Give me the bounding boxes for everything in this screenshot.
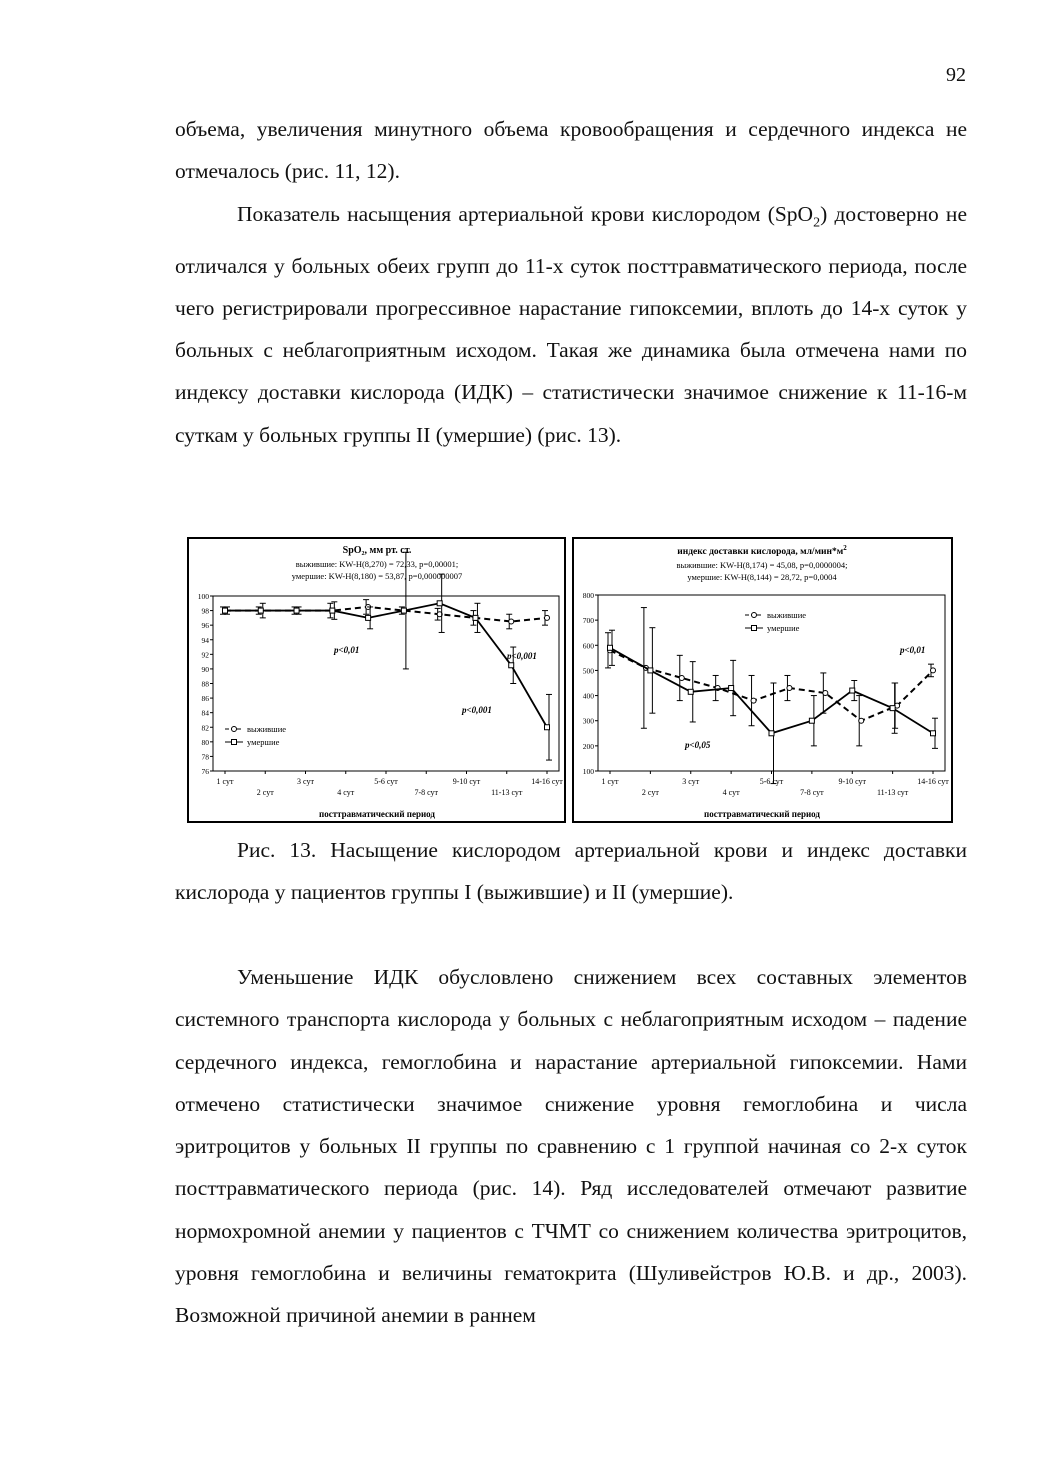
chart1-title: SpO₂, мм рт. ст. (342, 545, 412, 556)
point-died (223, 608, 228, 613)
chart1-xlabel: посттравматический период (319, 809, 435, 819)
chart2-annotation-2: p<0,01 (900, 645, 926, 655)
y-tick-label: 100 (197, 592, 209, 601)
y-tick-label: 90 (201, 664, 209, 674)
x-tick-label: 1 сут (216, 777, 234, 786)
paragraph-1 (175, 108, 967, 193)
x-tick-label: 7-8 сут (414, 788, 439, 797)
spo2-chart (187, 537, 566, 823)
y-tick-label: 800 (582, 591, 594, 600)
point-died (688, 689, 693, 694)
x-tick-label: 5-6 сут (374, 777, 398, 786)
point-survived (679, 675, 684, 680)
point-survived (787, 686, 792, 691)
chart2-legend-died: умершие (767, 623, 800, 633)
y-tick-label: 84 (201, 708, 209, 718)
point-died (473, 615, 478, 620)
paragraph-1-text: объема, увеличения минутного объема кровообращения и сердечного индекса не отмечалось (рис. 11, 12). (175, 117, 967, 184)
figure-caption-text: Рис. 13. Насыщение кислородом артериальной крови и индекс доставки кислорода у пациентов группы I (выжившие) и II (умершие). (175, 838, 967, 905)
x-tick-label: 4 сут (722, 788, 740, 797)
point-died (545, 725, 550, 730)
point-died (890, 706, 895, 711)
chart1-stats-2: умершие: KW-H(8,180) = 53,87, p=0,000000007 (291, 571, 463, 581)
paragraph-3-text: Уменьшение ИДК обусловлено снижением всех составных элементов системного транспорта кислорода у больных с неблагоприятным исходом – падение сердечного индекса, гемоглобина и нарастание артериальной гипоксемии. Нами отмечено статистически значимое снижение уровня гемоглобина и числа эритроцитов у больных II группы по сравнению с 1 группой начиная со 2-х суток посттравматического периода (рис. 14). Ряд исследователей отмечают развитие нормохромной анемии у пациентов с ТЧМТ со снижением количества эритроцитов, уровня гемоглобина и величины гематокрита (Шуливейстров Ю.В. и др., 2003). Возможной причиной анемии в раннем (175, 965, 967, 1328)
y-tick-label: 76 (201, 767, 209, 776)
y-tick-label: 600 (582, 641, 594, 651)
x-tick-label: 9-10 сут (838, 777, 867, 786)
page-number: 92 (946, 64, 966, 86)
chart1-annotation-2: p<0,001 (507, 651, 537, 661)
paragraph-2-text (175, 193, 967, 456)
point-survived (545, 615, 550, 620)
point-survived (509, 619, 514, 624)
point-died (366, 615, 371, 620)
y-tick-label: 200 (582, 741, 594, 751)
point-survived (931, 668, 936, 673)
x-tick-label: 14-16 сут (531, 777, 563, 786)
point-survived (823, 691, 828, 696)
x-tick-label: 9-10 сут (452, 777, 481, 786)
x-tick-label: 4 сут (337, 788, 355, 797)
x-tick-label: 14-16 сут (917, 777, 949, 786)
x-tick-label: 11-13 сут (491, 788, 523, 797)
x-tick-label: 3 сут (682, 777, 700, 786)
point-died (608, 645, 613, 650)
point-died (648, 668, 653, 673)
chart1-annotation-3: p<0,001 (462, 705, 492, 715)
y-tick-label: 92 (201, 650, 209, 660)
chart1-stats-1: выжившие: KW-H(8,270) = 72,33, p=0,00001; (295, 559, 459, 569)
paragraph-3 (175, 956, 967, 1337)
point-died (931, 731, 936, 736)
y-tick-label: 80 (201, 737, 209, 747)
chart1-legend-died: умершие (247, 737, 280, 747)
figure-caption (175, 829, 967, 914)
y-tick-label: 100 (582, 767, 594, 776)
chart2-legend-survived: выжившие (767, 610, 807, 620)
point-died (294, 608, 299, 613)
paragraph-2-part-a: Показатель насыщения артериальной крови кислородом (SpO (237, 202, 814, 226)
point-survived (859, 718, 864, 723)
point-died (437, 601, 442, 606)
x-tick-label: 2 сут (256, 788, 274, 797)
x-tick-label: 5-6 сут (759, 777, 784, 786)
paragraph-2 (175, 193, 967, 456)
point-died (401, 608, 406, 613)
point-died (769, 731, 774, 736)
chart2-title-text: индекс доставки кислорода, мл/мин*м (677, 547, 844, 557)
chart1-legend-survived: выжившие (247, 724, 287, 734)
chart2-stats-1: выжившие: KW-H(8,174) = 45,08, p=0,0000004; (676, 560, 848, 570)
point-died (729, 686, 734, 691)
point-died (509, 663, 514, 668)
point-died (809, 718, 814, 723)
chart2-xlabel: посттравматический период (704, 809, 820, 819)
y-tick-label: 98 (201, 606, 209, 616)
point-died (258, 608, 263, 613)
y-tick-label: 94 (201, 635, 209, 645)
chart2-stats-2: умершие: KW-H(8,144) = 28,72, p=0,0004 (687, 572, 837, 582)
y-tick-label: 700 (582, 616, 594, 626)
x-tick-label: 7-8 сут (800, 788, 824, 797)
oxygen-delivery-chart (572, 537, 953, 823)
chart2-title-sup: 2 (843, 544, 847, 552)
chart2-annotation-1: p<0,05 (685, 740, 711, 750)
y-tick-label: 300 (582, 716, 594, 726)
x-tick-label: 11-13 сут (876, 788, 909, 797)
y-tick-label: 88 (201, 679, 209, 689)
y-tick-label: 500 (582, 666, 594, 676)
y-tick-label: 82 (201, 723, 209, 733)
point-survived (751, 698, 756, 703)
paragraph-2-subscript: 2 (813, 215, 821, 231)
y-tick-label: 96 (201, 621, 209, 631)
y-tick-label: 400 (582, 691, 594, 701)
y-tick-label: 86 (201, 694, 209, 704)
paragraph-2-part-b: ) достоверно не отличался у больных обеих групп до 11-х суток посттравматического периода, после чего регистрировали прогрессивное нарастание гипоксемии, вплоть до 14-х суток у больных с неблагоприятным исходом. Такая же динамика была отмечена нами по индексу доставки кислорода (ИДК) – статистически значимое снижение к 11-16-м суткам у больных группы II (умершие) (рис. 13). (175, 202, 967, 447)
point-died (850, 688, 855, 693)
x-tick-label: 2 сут (641, 788, 659, 797)
x-tick-label: 1 сут (601, 777, 619, 786)
y-tick-label: 78 (201, 752, 209, 762)
x-tick-label: 3 сут (297, 777, 314, 786)
point-died (330, 608, 335, 613)
chart1-annotation-1: p<0,01 (334, 645, 360, 655)
